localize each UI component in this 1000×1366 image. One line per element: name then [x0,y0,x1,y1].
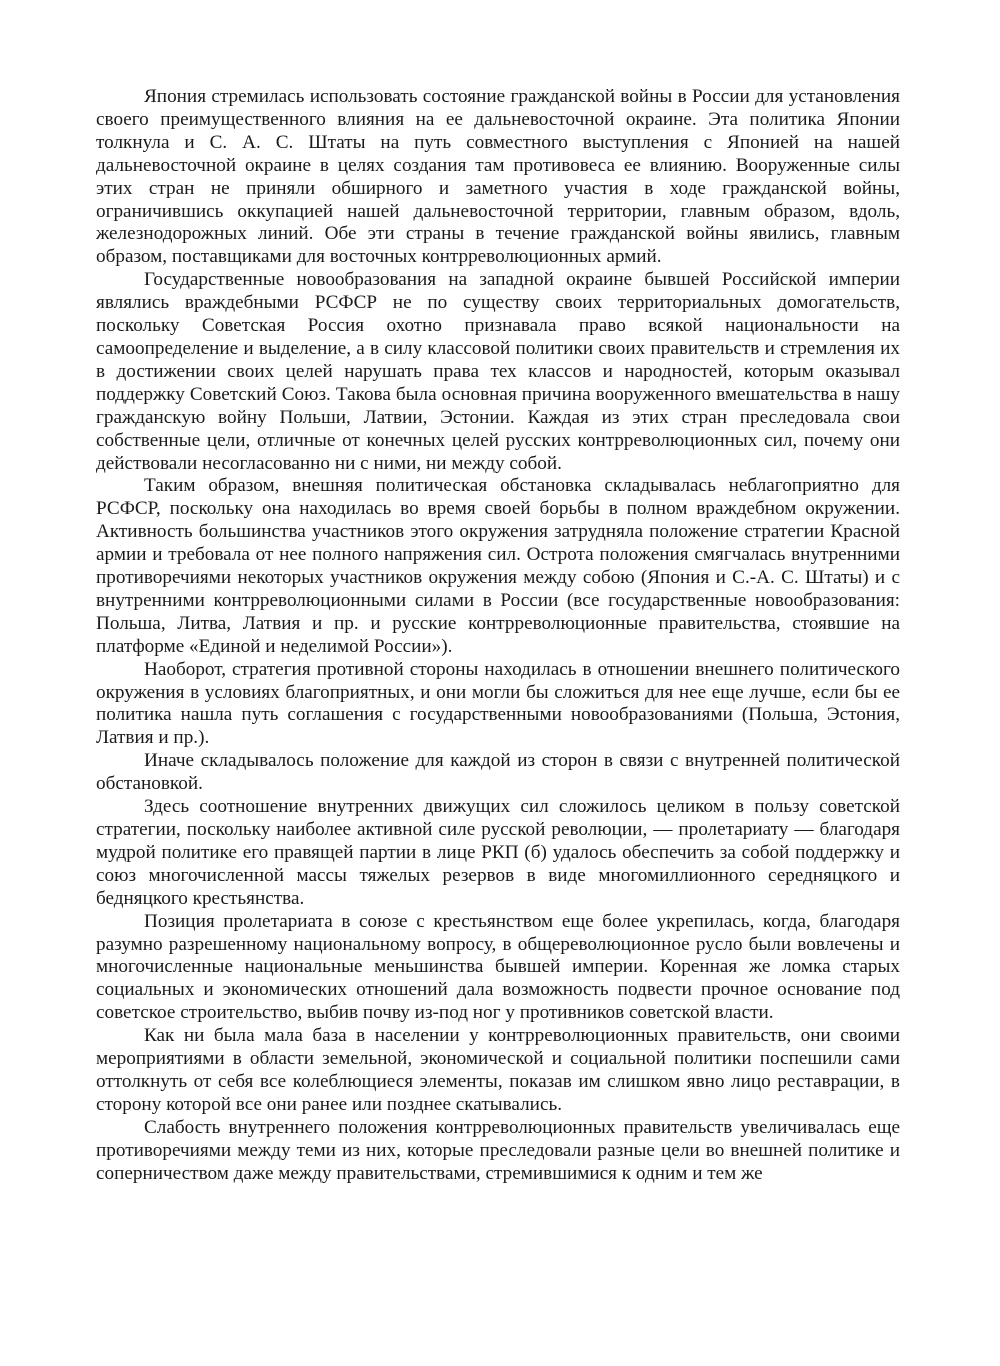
paragraph-internal-forces: Здесь соотношение внутренних движущих сил сложилось целиком в пользу советской стратегии, поскольку наиболее активной силе русской революции, — пролетариату — благодаря мудрой политике его правящей партии в лице РКП (б) удалось обеспечить за собой поддержку и союз многочисленной массы тяжелых резервов в виде многомиллионного середняцкого и бедняцкого крестьянства. [96,796,900,909]
paragraph-counterrevolution-weakness: Слабость внутреннего положения контрреволюционных правительств увеличивалась еще противоречиями между теми из них, которые преследовали разные цели во внешней политике и соперничеством даже между правительствами, стремившимися к одним и тем же [96,1116,900,1184]
paragraph-proletariat-position: Позиция пролетариата в союзе с крестьянством еще более укрепилась, когда, благодаря разумно разрешенному национальному вопросу, в общереволюционное русло были вовлечены и многочисленные национальные меньшинства бывшей империи. Коренная же ломка старых социальных и экономических отношений дала возможность подвести прочное основание под советское строительство, выбив почву из-под ног у противников советской власти. [96,910,900,1024]
paragraph-counterrevolution-base: Как ни была мала база в населении у контрреволюционных правительств, они своими мероприятиями в области земельной, экономической и социальной политики поспешили сами оттолкнуть от себя все колеблющиеся элементы, показав им слишком явно лицо реставрации, в сторону которой все они ранее или позднее скатывались. [96,1025,900,1115]
paragraph-opposing-strategy: Наоборот, стратегия противной стороны находилась в отношении внешнего политического окружения в условиях благоприятных, и они могли бы сложиться для нее еще лучше, если бы ее политика нашла путь соглашения с государственными новообразованиями (Польша, Эстония, Латвия и пр.). [96,658,900,749]
paragraph-japan-policy: Япония стремилась использовать состояние гражданской войны в России для установления своего преимущественного влияния на ее дальневосточной окраине. Эта политика Японии толкнула и С. А. С. Штаты на путь совместного выступления с Японией на нашей дальневосточной окраине в целях создания там противовеса ее влиянию. Вооруженные силы этих стран не приняли обширного и заметного участия в ходе гражданской войны, ограничившись оккупацией нашей дальневосточной территории, главным образом, вдоль, железнодорожных линий. Обе эти страны в течение гражданской войны явились, главным образом, поставщиками для восточных контрреволюционных армий. [96,86,900,268]
paragraph-western-states: Государственные новообразования на западной окраине бывшей Российской империи являлись враждебными РСФСР не по существу своих территориальных домогательств, поскольку Советская Россия охотно признавала право всякой национальности на самоопределение и выделение, а в силу классовой политики своих правительств и стремления их в достижении своих целей нарушать права тех классов и народностей, которым оказывал поддержку Советский Союз. Такова была основная причина вооруженного вмешательства в нашу гражданскую войну Польши, Латвии, Эстонии. Каждая из этих стран преследовала свои собственные цели, отличные от конечных целей русских контрреволюционных сил, почему они действовали несогласованно ни с ними, ни между собой. [96,269,900,474]
document-page [96,86,900,1186]
paragraph-internal-situation: Иначе складывалось положение для каждой из сторон в связи с внутренней политической обстановкой. [96,750,900,795]
paragraph-external-situation: Таким образом, внешняя политическая обстановка складывалась неблагоприятно для РСФСР, поскольку она находилась во время своей борьбы в полном враждебном окружении. Активность большинства участников этого окружения затрудняла положение стратегии Красной армии и требовала от нее полного напряжения сил. Острота положения смягчалась внутренними противоречиями некоторых участников окружения между собою (Япония и С.-А. С. Штаты) и с внутренними контрреволюционными силами в России (все государственные новообразования: Польша, Литва, Латвия и пр. и русские контрреволюционные правительства, стоявшие на платформе «Единой и неделимой России»). [96,475,900,657]
